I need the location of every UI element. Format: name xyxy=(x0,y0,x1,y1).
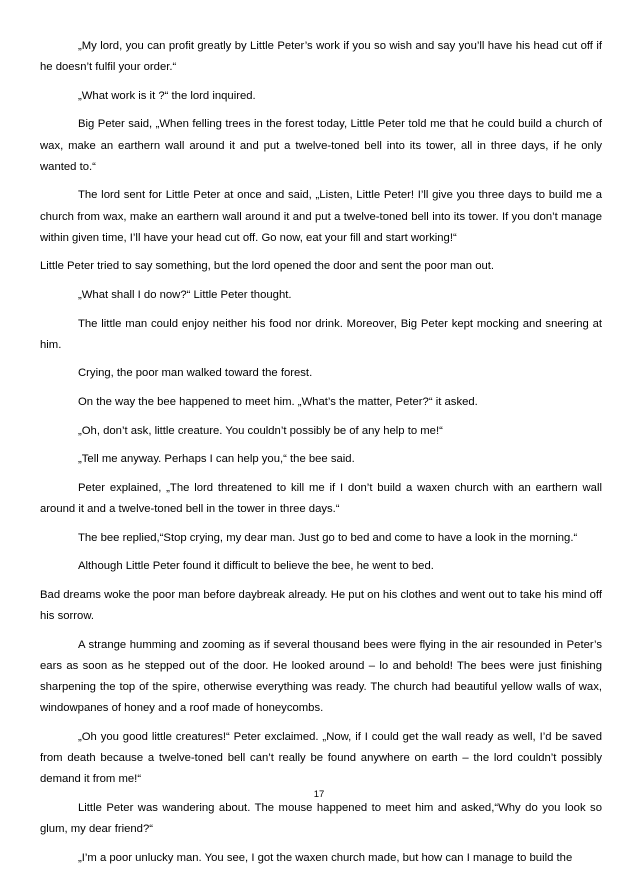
paragraph: „What shall I do now?“ Little Peter thought. xyxy=(78,288,292,301)
paragraph: Big Peter said, „When felling trees in the forest today, Little Peter told me that he could build a church of wax, make an earthern wall around it and put a twelve-toned bell into its tower, all in three days, if he only wanted to.“ xyxy=(40,118,602,173)
paragraph: The lord sent for Little Peter at once and said, „Listen, Little Peter! I’ll give you three days to build me a church from wax, make an earthern wall around it and put a twelve-toned bell into its tower. If you don’t manage within given time, I’ll have your head cut off. Go now, eat your fill and start working!“ xyxy=(40,189,602,244)
paragraph: „I’m a poor unlucky man. You see, I got the waxen church made, but how can I manage to build the xyxy=(78,851,573,864)
paragraph: „Oh you good little creatures!“ Peter exclaimed. „Now, if I could get the wall ready as well, I’d be saved from death because a twelve-toned bell can’t really be found anywhere on earth – the lord couldn’t possibly demand it from me!“ xyxy=(40,730,602,786)
body-text xyxy=(40,36,602,876)
paragraph: The bee replied,“Stop crying, my dear man. Just go to bed and come to have a look in the morning.“ xyxy=(78,531,578,544)
paragraph: Little Peter was wandering about. The mouse happened to meet him and asked,“Why do you look so glum, my dear friend?“ xyxy=(40,801,602,835)
paragraph: Bad dreams woke the poor man before daybreak already. He put on his clothes and went out to take his mind off his sorrow. xyxy=(40,588,602,622)
paragraph: Peter explained, „The lord threatened to kill me if I don’t build a waxen church with an earthern wall around it and a twelve-toned bell in the tower in three days.“ xyxy=(40,481,602,515)
paragraph: Little Peter tried to say something, but the lord opened the door and sent the poor man out. xyxy=(40,260,495,273)
paragraph: Crying, the poor man walked toward the forest. xyxy=(78,367,313,380)
paragraph: „What work is it ?“ the lord inquired. xyxy=(78,89,256,102)
paragraph: „Oh, don’t ask, little creature. You couldn’t possibly be of any help to me!“ xyxy=(78,424,443,437)
paragraph: „My lord, you can profit greatly by Little Peter’s work if you so wish and say you’ll have his head cut off if he doesn’t fulfil your order.“ xyxy=(40,40,602,74)
paragraph: A strange humming and zooming as if several thousand bees were flying in the air resounded in Peter’s ears as soon as he stepped out of the door. He looked around – lo and behold! The bees were just finishing sharpening the top of the spire, otherwise everything was ready. The church had beautiful yellow walls of wax, windowpanes of honey and a roof made of honeycombs. xyxy=(40,638,602,715)
paragraph: The little man could enjoy neither his food nor drink. Moreover, Big Peter kept mocking and sneering at him. xyxy=(40,317,602,351)
paragraph: On the way the bee happened to meet him. „What’s the matter, Peter?“ it asked. xyxy=(78,395,478,408)
paragraph: „Tell me anyway. Perhaps I can help you,“ the bee said. xyxy=(78,453,355,466)
paragraph: Although Little Peter found it difficult to believe the bee, he went to bed. xyxy=(78,560,434,573)
page-number: 17 xyxy=(313,789,325,800)
